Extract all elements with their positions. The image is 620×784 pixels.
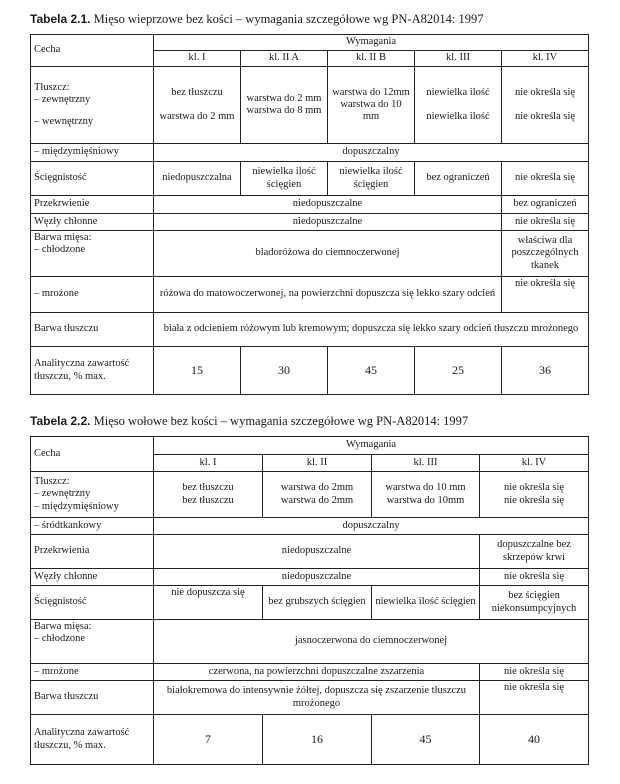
t1-barwa-title: Barwa mięsa: <box>34 232 92 243</box>
t2-mroz-label: – mrożone <box>31 664 154 681</box>
t2-zewn-label: – zewnętrzny <box>34 488 91 500</box>
t1-anal-value: 36 <box>502 347 589 395</box>
t2-miedzy-value: bez tłuszczu <box>182 494 234 506</box>
t2-mroz-value: czerwona, na powierzchni dopuszczalne zszarzenia <box>154 664 480 681</box>
t2-tluszcz-cell <box>263 472 372 518</box>
t1-wewn-value: niewielka ilość <box>426 111 490 122</box>
t1-zewn-value: warstwa do 2 mm <box>246 92 322 104</box>
t2-zewn-value: bez tłuszczu <box>182 482 234 494</box>
t1-sciegn-value: nie określa się <box>502 162 589 196</box>
t1-wymagania-header: Wymagania <box>154 35 589 51</box>
t1-class-header: kl. II A <box>241 51 328 67</box>
t2-wezly-iv: nie określa się <box>480 569 589 586</box>
t2-zewn-value: warstwa do 10 mm <box>385 482 466 494</box>
t1-anal-value: 25 <box>415 347 502 395</box>
t2-anal-value: 16 <box>263 715 372 765</box>
t1-tluszcz-cell <box>241 67 328 144</box>
t2-class-header: kl. I <box>154 455 263 472</box>
t2-anal-value: 7 <box>154 715 263 765</box>
t1-cecha-header: Cecha <box>31 35 154 67</box>
t2-sciegn-value: bez grubszych ścięgien <box>263 586 372 620</box>
t2-tluszcz-cell <box>480 472 589 518</box>
t1-wezly-iv: nie określa się <box>502 214 589 231</box>
t1-class-header: kl. I <box>154 51 241 67</box>
table-2-title: Mięso wołowe bez kości – wymagania szczegółowe wg PN-A82014: 1997 <box>93 414 469 428</box>
t2-cecha-header: Cecha <box>31 437 154 472</box>
t2-przekr-iv: dopuszczalne bez skrzepów krwi <box>480 535 589 569</box>
t1-przekr-iv: bez ograniczeń <box>502 196 589 214</box>
t1-mroz-label: – mrożone <box>31 277 154 313</box>
table-2-caption <box>30 414 468 429</box>
t1-barwa-tl-label: Barwa tłuszczu <box>31 313 154 347</box>
t2-class-header: kl. II <box>263 455 372 472</box>
t2-tluszcz-cell <box>154 472 263 518</box>
t1-wewn-label: – wewnętrzny <box>34 116 94 128</box>
t2-class-header: kl. III <box>372 455 480 472</box>
table-2 <box>30 436 589 765</box>
t1-zewn-label: – zewnętrzny <box>34 93 91 105</box>
t1-sciegn-value: niedopuszczalna <box>154 162 241 196</box>
t2-wymagania-header: Wymagania <box>154 437 589 455</box>
t1-tluszcz-title: Tłuszcz: <box>34 81 70 93</box>
t2-sciegn-value: niewielka ilość ścięgien <box>372 586 480 620</box>
table-2-label: Tabela 2.2. <box>30 414 91 428</box>
t1-anal-value: 45 <box>328 347 415 395</box>
t1-chlodz-value: bladoróżowa do ciemnoczerwonej <box>154 231 502 277</box>
t2-tluszcz-label <box>31 472 154 518</box>
t2-barwa-title: Barwa mięsa: <box>34 621 92 632</box>
t2-srodtk-label: – śródtkankowy <box>31 518 154 535</box>
t2-sciegn-value: bez ścięgien niekonsumpcyjnych <box>480 586 589 620</box>
t1-class-header: kl. III <box>415 51 502 67</box>
t2-barwa-tl-value: białokremowa do intensywnie żółtej, dopuszcza się zszarzenie tłuszczu mrożonego <box>154 681 480 715</box>
t2-barwa-label <box>31 620 154 664</box>
t1-barwa-tl-value: biała z odcieniem różowym lub kremowym; dopuszcza się lekko szary odcień tłuszczu mrożonego <box>154 313 589 347</box>
t1-barwa-label <box>31 231 154 277</box>
table-1-title: Mięso wieprzowe bez kości – wymagania szczegółowe wg PN-A82014: 1997 <box>93 12 484 26</box>
t2-srodtk-value: dopuszczalny <box>154 518 589 535</box>
t1-tluszcz-cell <box>502 67 589 144</box>
t1-sciegn-value: niewielka ilość ścięgien <box>241 162 328 196</box>
t1-zewn-value: bez tłuszczu <box>171 86 223 98</box>
t1-wezly-value: niedopuszczalne <box>154 214 502 231</box>
table-1 <box>30 34 589 395</box>
t1-mroz-iv: nie określa się <box>502 277 589 313</box>
t2-tluszcz-title: Tłuszcz: <box>34 476 70 488</box>
t2-miedzy-value: warstwa do 10mm <box>386 494 465 506</box>
t1-anal-value: 15 <box>154 347 241 395</box>
t1-wewn-value: warstwa do 8 mm <box>246 105 322 116</box>
t1-wewn-value: warstwa do 10 mm <box>340 98 402 123</box>
t1-przekr-value: niedopuszczalne <box>154 196 502 214</box>
t2-anal-value: 45 <box>372 715 480 765</box>
t1-tluszcz-cell <box>154 67 241 144</box>
t2-tluszcz-cell <box>372 472 480 518</box>
t1-zewn-value: warstwa do 12mm <box>332 86 410 98</box>
t1-class-header: kl. IV <box>502 51 589 67</box>
t1-class-header: kl. II B <box>328 51 415 67</box>
t2-przekr-value: niedopuszczalne <box>154 535 480 569</box>
t1-sciegn-label: Ścięgnistość <box>31 162 154 196</box>
t2-class-header: kl. IV <box>480 455 589 472</box>
t1-przekr-label: Przekrwienie <box>31 196 154 214</box>
t1-sciegn-value: niewielka ilość ścięgien <box>328 162 415 196</box>
t2-anal-label: Analityczna zawartość tłuszczu, % max. <box>31 715 154 765</box>
t2-przekr-label: Przekrwienia <box>31 535 154 569</box>
t2-miedzy-value: warstwa do 2mm <box>280 494 354 506</box>
t2-barwa-tl-label: Barwa tłuszczu <box>31 681 154 715</box>
t1-sciegn-value: bez ograniczeń <box>415 162 502 196</box>
t1-anal-value: 30 <box>241 347 328 395</box>
t1-zewn-value: nie określa się <box>514 86 576 98</box>
t1-tluszcz-label <box>31 67 154 144</box>
t1-wewn-value: nie określa się <box>514 111 576 122</box>
t1-tluszcz-cell <box>328 67 415 144</box>
t2-anal-value: 40 <box>480 715 589 765</box>
t2-wezly-value: niedopuszczalne <box>154 569 480 586</box>
t2-wezly-label: Węzły chłonne <box>31 569 154 586</box>
t2-sciegn-value: nie dopuszcza się <box>154 586 263 620</box>
t1-zewn-value: niewielka ilość <box>426 86 490 98</box>
t2-zewn-value: nie określa się <box>503 482 565 494</box>
t2-miedzy-value: nie określa się <box>503 494 565 506</box>
t2-zewn-value: warstwa do 2mm <box>280 482 354 494</box>
t1-chlodz-iv: właściwa dla poszczególnych tkanek <box>502 231 589 277</box>
t1-miedzy-label: – międzymięśniowy <box>31 144 154 162</box>
t1-tluszcz-cell <box>415 67 502 144</box>
t1-wewn-value: warstwa do 2 mm <box>159 111 235 122</box>
table-1-label: Tabela 2.1. <box>30 12 91 26</box>
t1-wezly-label: Węzły chłonne <box>31 214 154 231</box>
t1-anal-label: Analityczna zawartość tłuszczu, % max. <box>31 347 154 395</box>
t2-chlodz-value: jasnoczerwona do ciemnoczerwonej <box>154 620 589 664</box>
t2-sciegn-label: Ścięgnistość <box>31 586 154 620</box>
t2-chlodz-label: – chłodzone <box>34 633 86 645</box>
t2-miedzy-label: – międzymięśniowy <box>34 500 119 512</box>
t1-mroz-value: różowa do matowoczerwonej, na powierzchni dopuszcza się lekko szary odcień <box>154 277 502 313</box>
t2-mroz-iv: nie określa się <box>480 664 589 681</box>
t2-barwa-tl-iv: nie określa się <box>480 681 589 715</box>
t1-chlodz-label: – chłodzone <box>34 244 86 256</box>
table-1-caption <box>30 12 483 27</box>
t1-miedzy-value: dopuszczalny <box>154 144 589 162</box>
